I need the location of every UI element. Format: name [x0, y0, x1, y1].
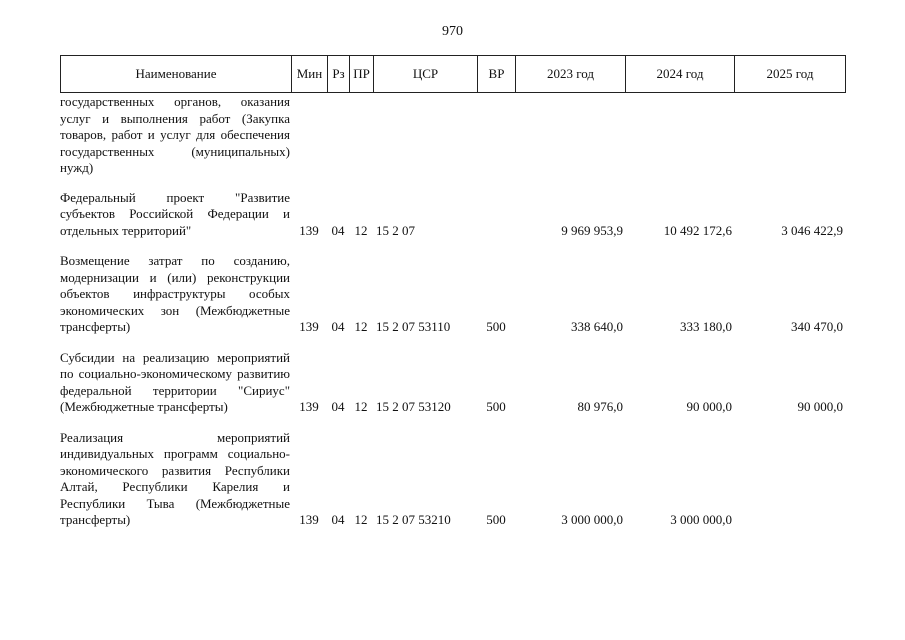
row-rz: 04	[331, 222, 345, 238]
header-2024: 2024 год	[626, 56, 735, 93]
row-csr: 15 2 07	[376, 222, 415, 238]
row-rz: 04	[331, 512, 345, 527]
row-name: государственных органов, оказания услуг и выполнения работ (Закупка товаров, работ и услуг для обеспечения государственных (муниципальных) нужд)	[60, 94, 290, 175]
row-2023: 338 640,0	[571, 319, 623, 334]
header-2025: 2025 год	[735, 56, 846, 93]
row-2023: 9 969 953,9	[561, 222, 623, 238]
table-row	[60, 94, 845, 177]
header-name: Наименование	[61, 56, 292, 93]
row-min: 139	[299, 512, 319, 527]
header-2023: 2023 год	[516, 56, 626, 93]
header-vr: ВР	[478, 56, 516, 93]
row-name: Федеральный проект "Развитие субъектов Российской Федерации и отдельных территорий"	[60, 189, 290, 238]
header-min: Мин	[292, 56, 328, 93]
row-vr: 500	[486, 399, 506, 414]
header-pr: ПР	[350, 56, 374, 93]
row-name: Возмещение затрат по созданию, модернизации и (или) реконструкции объектов инфраструктуры особых экономических зон (Межбюджетные трансферты)	[60, 253, 290, 334]
table-header	[60, 55, 846, 93]
table-body	[60, 94, 845, 543]
page-number: 970	[442, 24, 463, 39]
row-csr: 15 2 07 53210	[376, 512, 451, 527]
row-2025: 90 000,0	[797, 399, 843, 414]
table-row	[60, 253, 845, 336]
row-2023: 80 976,0	[577, 399, 623, 414]
header-csr: ЦСР	[374, 56, 478, 93]
row-pr: 12	[354, 399, 368, 414]
row-pr: 12	[354, 512, 368, 527]
row-rz: 04	[331, 319, 345, 334]
row-vr: 500	[486, 512, 506, 527]
row-2024: 3 000 000,0	[670, 512, 732, 527]
table-row	[60, 430, 845, 529]
table-row	[60, 190, 845, 240]
row-name: Реализация мероприятий индивидуальных программ социально-экономического развития Республики Алтай, Республики Карелия и Республики Тыва (Межбюджетные трансферты)	[60, 429, 290, 527]
row-min: 139	[299, 399, 319, 414]
row-vr: 500	[486, 319, 506, 334]
row-min: 139	[299, 222, 319, 238]
row-2024: 333 180,0	[680, 319, 732, 334]
row-rz: 04	[331, 399, 345, 414]
row-2023: 3 000 000,0	[561, 512, 623, 527]
row-pr: 12	[354, 222, 368, 238]
row-name: Субсидии на реализацию мероприятий по социально-экономическому развитию федеральной территории "Сириус" (Межбюджетные трансферты)	[60, 349, 290, 414]
row-2025: 340 470,0	[791, 319, 843, 334]
row-csr: 15 2 07 53120	[376, 399, 451, 414]
table-row	[60, 350, 845, 416]
row-csr: 15 2 07 53110	[376, 319, 451, 334]
row-2024: 90 000,0	[686, 399, 732, 414]
row-2025: 3 046 422,9	[781, 222, 843, 238]
row-pr: 12	[354, 319, 368, 334]
row-2024: 10 492 172,6	[663, 222, 732, 238]
header-rz: Рз	[328, 56, 350, 93]
row-min: 139	[299, 319, 319, 334]
